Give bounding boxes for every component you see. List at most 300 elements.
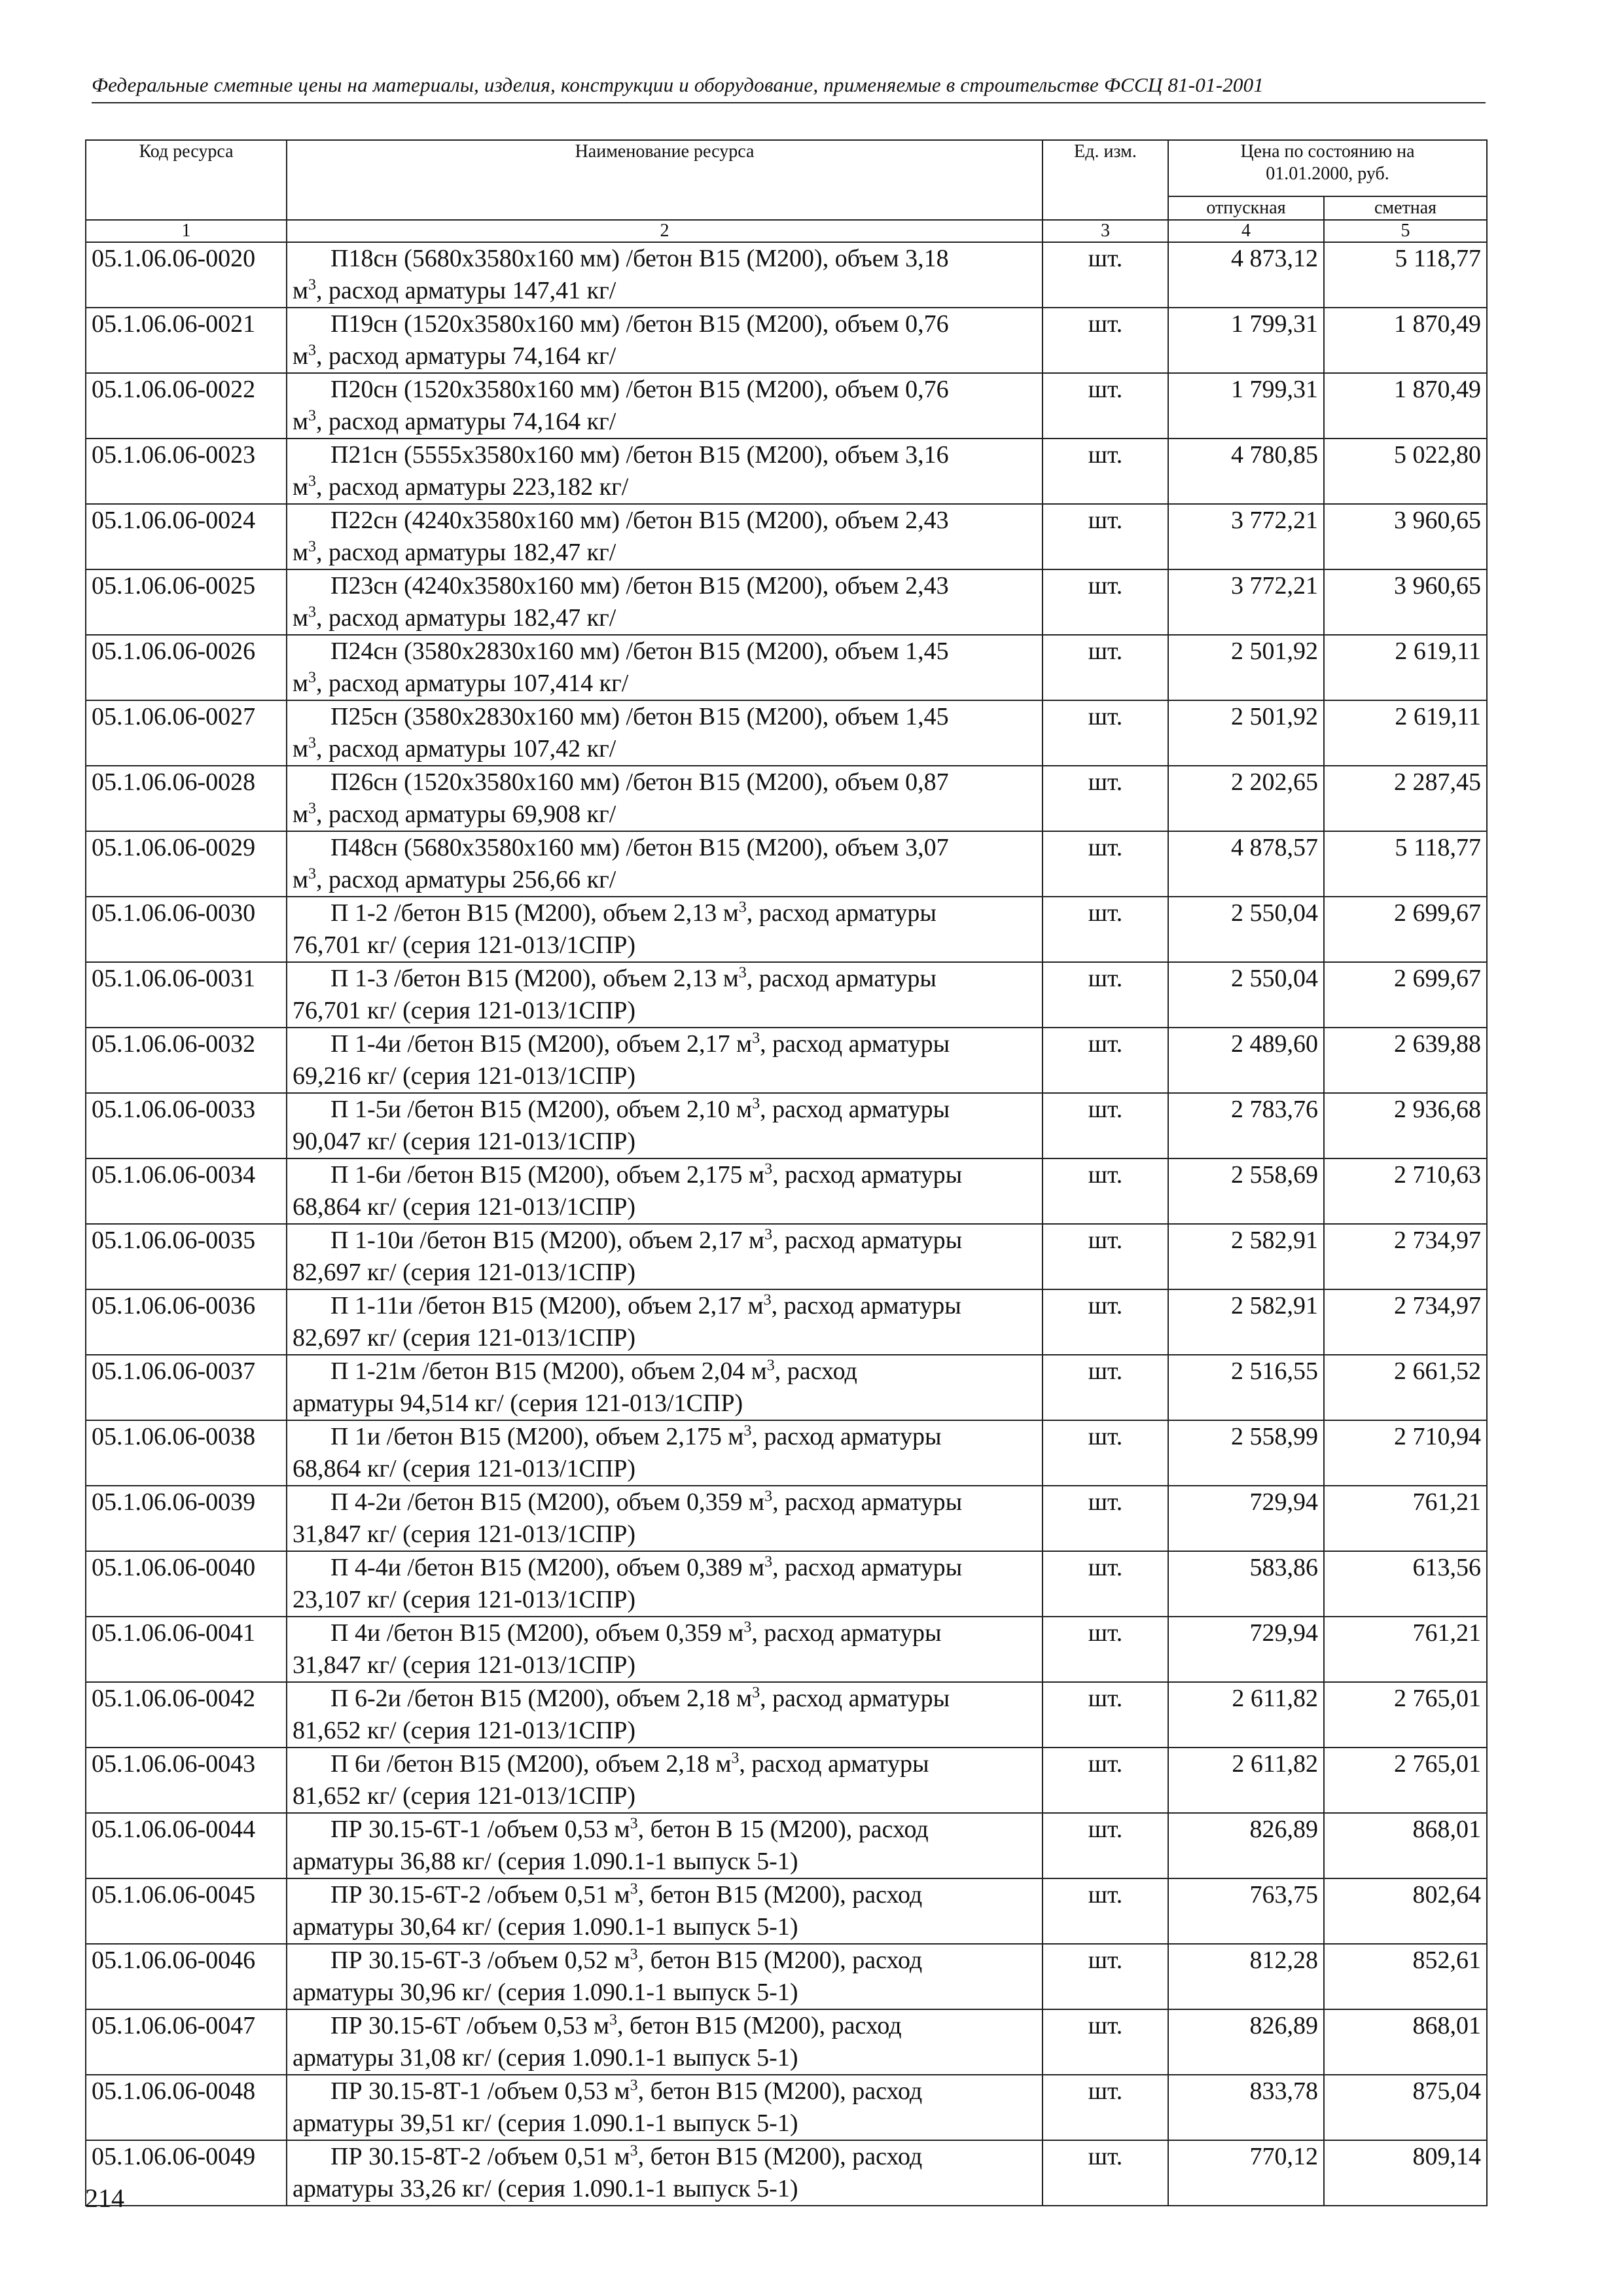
release-price: 729,94: [1168, 1486, 1324, 1551]
price-table: [85, 139, 1488, 2206]
unit-of-measure: шт.: [1043, 1944, 1168, 2009]
name-main: П 1-10и /бетон В15 (М200), объем 2,17 м: [330, 1227, 765, 1254]
estimate-price: 2 661,52: [1324, 1355, 1487, 1420]
unit-of-measure: шт.: [1043, 308, 1168, 373]
name-line-2: 81,652 кг/ (серия 121-013/1СПР): [293, 1782, 636, 1810]
name-line-1: П18сн (5680х3580х160 мм) /бетон В15 (М200), объем 3,18: [330, 245, 949, 272]
unit-of-measure: шт.: [1043, 1682, 1168, 1748]
estimate-price: 3 960,65: [1324, 569, 1487, 635]
name-line-1: [293, 2141, 1037, 2173]
name-rest: , расход арматуры 107,42 кг/: [316, 735, 616, 762]
col-header-name: Наименование ресурса: [287, 140, 1043, 220]
name-main: П 6и /бетон В15 (М200), объем 2,18 м: [330, 1750, 732, 1778]
estimate-price: 875,04: [1324, 2075, 1487, 2140]
name-main: П 1-3 /бетон В15 (М200), объем 2,13 м: [330, 965, 739, 992]
name-rest: , расход арматуры 147,41 кг/: [316, 277, 616, 304]
release-price: 2 611,82: [1168, 1748, 1324, 1813]
resource-name: [287, 1682, 1043, 1748]
name-line-2: 69,216 кг/ (серия 121-013/1СПР): [293, 1062, 636, 1090]
unit-of-measure: шт.: [1043, 1158, 1168, 1224]
estimate-price: 613,56: [1324, 1551, 1487, 1617]
name-line-1: [293, 1225, 1037, 1257]
name-unit: м: [293, 670, 309, 697]
name-line-2: [293, 602, 1037, 634]
cubic-superscript: 3: [630, 2077, 638, 2094]
resource-name: [287, 439, 1043, 504]
table-row: [86, 1944, 1487, 2009]
cubic-superscript: 3: [752, 1030, 760, 1047]
name-line-2: 81,652 кг/ (серия 121-013/1СПР): [293, 1717, 636, 1744]
release-price: 2 501,92: [1168, 700, 1324, 766]
name-tail: , бетон В15 (М200), расход: [617, 2012, 902, 2039]
name-line-1: [293, 1028, 1037, 1060]
estimate-price: 2 710,94: [1324, 1420, 1487, 1486]
estimate-price: 3 960,65: [1324, 504, 1487, 569]
resource-name: [287, 1028, 1043, 1093]
name-line-2: [293, 471, 1037, 503]
resource-name: [287, 2075, 1043, 2140]
estimate-price: 809,14: [1324, 2140, 1487, 2206]
col-header-estimate: сметная: [1324, 196, 1487, 220]
resource-code: 05.1.06.06-0039: [86, 1486, 287, 1551]
estimate-price: 852,61: [1324, 1944, 1487, 2009]
unit-of-measure: шт.: [1043, 635, 1168, 700]
resource-code: 05.1.06.06-0036: [86, 1289, 287, 1355]
resource-name: [287, 569, 1043, 635]
resource-code: 05.1.06.06-0045: [86, 1878, 287, 1944]
unit-of-measure: шт.: [1043, 1355, 1168, 1420]
name-rest: , расход арматуры 69,908 кг/: [316, 800, 616, 828]
release-price: 2 558,99: [1168, 1420, 1324, 1486]
unit-of-measure: шт.: [1043, 897, 1168, 962]
col-header-unit: Ед. изм.: [1043, 140, 1168, 220]
name-tail: , расход арматуры: [760, 1685, 950, 1712]
resource-name: [287, 1289, 1043, 1355]
resource-code: 05.1.06.06-0022: [86, 373, 287, 439]
cubic-superscript: 3: [630, 1815, 638, 1833]
estimate-price: 2 734,97: [1324, 1224, 1487, 1289]
name-unit: м: [293, 604, 309, 632]
estimate-price: 2 287,45: [1324, 766, 1487, 831]
unit-of-measure: шт.: [1043, 1813, 1168, 1878]
column-number-row: [86, 220, 1487, 242]
resource-code: 05.1.06.06-0035: [86, 1224, 287, 1289]
resource-code: 05.1.06.06-0021: [86, 308, 287, 373]
release-price: 2 489,60: [1168, 1028, 1324, 1093]
name-unit: м: [293, 800, 309, 828]
estimate-price: 5 118,77: [1324, 242, 1487, 308]
name-line-1: П22сн (4240х3580х160 мм) /бетон В15 (М200), объем 2,43: [330, 507, 949, 534]
resource-code: 05.1.06.06-0025: [86, 569, 287, 635]
resource-code: 05.1.06.06-0043: [86, 1748, 287, 1813]
resource-name: [287, 1551, 1043, 1617]
cubic-superscript: 3: [738, 899, 747, 916]
table-row: [86, 766, 1487, 831]
name-line-1: П19сн (1520х3580х160 мм) /бетон В15 (М200), объем 0,76: [330, 310, 949, 338]
resource-code: 05.1.06.06-0029: [86, 831, 287, 897]
unit-of-measure: шт.: [1043, 504, 1168, 569]
cubic-superscript: 3: [308, 538, 317, 556]
cubic-superscript: 3: [766, 1357, 775, 1374]
name-line-2: 90,047 кг/ (серия 121-013/1СПР): [293, 1128, 636, 1155]
estimate-price: 5 118,77: [1324, 831, 1487, 897]
resource-name: [287, 242, 1043, 308]
table-row: [86, 1093, 1487, 1158]
cubic-superscript: 3: [630, 1880, 638, 1898]
release-price: 763,75: [1168, 1878, 1324, 1944]
name-main: ПР 30.15-8Т-1 /объем 0,53 м: [330, 2077, 630, 2105]
name-line-2: 31,847 кг/ (серия 121-013/1СПР): [293, 1520, 636, 1548]
name-tail: , расход арматуры: [751, 1423, 942, 1450]
name-main: П 4-2и /бетон В15 (М200), объем 0,359 м: [330, 1488, 765, 1516]
name-line-2: арматуры 33,26 кг/ (серия 1.090.1-1 выпуск 5-1): [293, 2175, 798, 2202]
estimate-price: 2 765,01: [1324, 1682, 1487, 1748]
name-line-1: [293, 963, 1037, 995]
name-tail: , расход арматуры: [751, 1619, 942, 1647]
estimate-price: 5 022,80: [1324, 439, 1487, 504]
unit-of-measure: шт.: [1043, 1289, 1168, 1355]
table-row: [86, 897, 1487, 962]
name-unit: м: [293, 735, 309, 762]
resource-name: [287, 373, 1043, 439]
name-line-2: [293, 864, 1037, 896]
estimate-price: 2 765,01: [1324, 1748, 1487, 1813]
release-price: 2 550,04: [1168, 962, 1324, 1028]
name-line-2: 68,864 кг/ (серия 121-013/1СПР): [293, 1193, 636, 1221]
release-price: 2 783,76: [1168, 1093, 1324, 1158]
name-rest: , расход арматуры 107,414 кг/: [316, 670, 629, 697]
name-line-1: [293, 897, 1037, 929]
release-price: 3 772,21: [1168, 569, 1324, 635]
name-line-2: [293, 406, 1037, 438]
table-row: [86, 2140, 1487, 2206]
resource-name: [287, 1486, 1043, 1551]
resource-code: 05.1.06.06-0023: [86, 439, 287, 504]
release-price: 812,28: [1168, 1944, 1324, 2009]
estimate-price: 2 710,63: [1324, 1158, 1487, 1224]
release-price: 2 501,92: [1168, 635, 1324, 700]
unit-of-measure: шт.: [1043, 1093, 1168, 1158]
estimate-price: 2 639,88: [1324, 1028, 1487, 1093]
table-row: [86, 2009, 1487, 2075]
name-line-1: П48сн (5680х3580х160 мм) /бетон В15 (М200), объем 3,07: [330, 834, 949, 861]
name-tail: , расход арматуры: [771, 1292, 961, 1319]
release-price: 2 558,69: [1168, 1158, 1324, 1224]
name-line-1: [293, 1683, 1037, 1715]
release-price: 4 878,57: [1168, 831, 1324, 897]
name-line-1: [293, 1421, 1037, 1453]
cubic-superscript: 3: [764, 1160, 773, 1178]
resource-name: [287, 766, 1043, 831]
col-header-code: Код ресурса: [86, 140, 287, 220]
name-line-1: [293, 1748, 1037, 1780]
name-rest: , расход арматуры 74,164 кг/: [316, 408, 616, 435]
name-line-2: [293, 668, 1037, 700]
table-row: [86, 700, 1487, 766]
resource-code: 05.1.06.06-0046: [86, 1944, 287, 2009]
name-main: П 1-2 /бетон В15 (М200), объем 2,13 м: [330, 899, 739, 927]
resource-code: 05.1.06.06-0034: [86, 1158, 287, 1224]
name-rest: , расход арматуры 182,47 кг/: [316, 539, 616, 566]
release-price: 1 799,31: [1168, 373, 1324, 439]
estimate-price: 761,21: [1324, 1486, 1487, 1551]
table-row: [86, 1878, 1487, 1944]
cubic-superscript: 3: [609, 2011, 617, 2029]
name-line-1: [293, 1617, 1037, 1649]
name-main: П 1-5и /бетон В15 (М200), объем 2,10 м: [330, 1096, 753, 1123]
cubic-superscript: 3: [752, 1095, 760, 1113]
estimate-price: 868,01: [1324, 1813, 1487, 1878]
resource-name: [287, 962, 1043, 1028]
table-row: [86, 1158, 1487, 1224]
name-rest: , расход арматуры 256,66 кг/: [316, 866, 616, 893]
resource-code: 05.1.06.06-0027: [86, 700, 287, 766]
name-main: П 1-11и /бетон В15 (М200), объем 2,17 м: [330, 1292, 764, 1319]
resource-name: [287, 504, 1043, 569]
release-price: 826,89: [1168, 1813, 1324, 1878]
name-line-1: [293, 1486, 1037, 1518]
table-row: [86, 308, 1487, 373]
name-tail: , расход арматуры: [772, 1161, 963, 1189]
resource-name: [287, 1944, 1043, 2009]
name-main: ПР 30.15-6Т-1 /объем 0,53 м: [330, 1816, 630, 1843]
cubic-superscript: 3: [308, 342, 317, 359]
name-line-1: [293, 1159, 1037, 1191]
resource-code: 05.1.06.06-0038: [86, 1420, 287, 1486]
release-price: 729,94: [1168, 1617, 1324, 1682]
name-tail: , расход: [774, 1357, 857, 1385]
cubic-superscript: 3: [630, 1946, 638, 1964]
col-header-price-line2: 01.01.2000, руб.: [1266, 164, 1389, 184]
name-line-2: [293, 275, 1037, 307]
name-line-2: 76,701 кг/ (серия 121-013/1СПР): [293, 931, 636, 959]
cubic-superscript: 3: [308, 276, 317, 294]
release-price: 2 611,82: [1168, 1682, 1324, 1748]
resource-name: [287, 1813, 1043, 1878]
estimate-price: 2 619,11: [1324, 635, 1487, 700]
estimate-price: 2 699,67: [1324, 962, 1487, 1028]
name-unit: м: [293, 277, 309, 304]
table-row: [86, 1028, 1487, 1093]
name-tail: , расход арматуры: [772, 1488, 963, 1516]
col-header-release: отпускная: [1168, 196, 1324, 220]
resource-name: [287, 700, 1043, 766]
name-line-2: 68,864 кг/ (серия 121-013/1СПР): [293, 1455, 636, 1482]
cubic-superscript: 3: [308, 603, 317, 621]
name-main: П 6-2и /бетон В15 (М200), объем 2,18 м: [330, 1685, 753, 1712]
cubic-superscript: 3: [743, 1619, 752, 1636]
name-rest: , расход арматуры 74,164 кг/: [316, 342, 616, 370]
cubic-superscript: 3: [308, 800, 317, 817]
name-tail: , расход арматуры: [746, 899, 936, 927]
unit-of-measure: шт.: [1043, 766, 1168, 831]
resource-code: 05.1.06.06-0031: [86, 962, 287, 1028]
release-price: 2 582,91: [1168, 1289, 1324, 1355]
unit-of-measure: шт.: [1043, 373, 1168, 439]
name-line-1: [293, 1290, 1037, 1322]
name-line-2: арматуры 30,64 кг/ (серия 1.090.1-1 выпуск 5-1): [293, 1913, 798, 1941]
resource-code: 05.1.06.06-0047: [86, 2009, 287, 2075]
resource-code: 05.1.06.06-0033: [86, 1093, 287, 1158]
estimate-price: 2 699,67: [1324, 897, 1487, 962]
name-line-2: 31,847 кг/ (серия 121-013/1СПР): [293, 1651, 636, 1679]
name-main: П 1и /бетон В15 (М200), объем 2,175 м: [330, 1423, 744, 1450]
name-main: П 4-4и /бетон В15 (М200), объем 0,389 м: [330, 1554, 765, 1581]
table-row: [86, 242, 1487, 308]
release-price: 2 516,55: [1168, 1355, 1324, 1420]
resource-code: 05.1.06.06-0040: [86, 1551, 287, 1617]
cubic-superscript: 3: [308, 669, 317, 687]
name-line-2: [293, 340, 1037, 372]
cubic-superscript: 3: [308, 865, 317, 883]
resource-name: [287, 1158, 1043, 1224]
unit-of-measure: шт.: [1043, 2075, 1168, 2140]
name-line-2: 23,107 кг/ (серия 121-013/1СПР): [293, 1586, 636, 1613]
name-unit: м: [293, 342, 309, 370]
unit-of-measure: шт.: [1043, 962, 1168, 1028]
name-rest: , расход арматуры 182,47 кг/: [316, 604, 616, 632]
unit-of-measure: шт.: [1043, 1617, 1168, 1682]
unit-of-measure: шт.: [1043, 700, 1168, 766]
resource-name: [287, 1617, 1043, 1682]
name-main: П 1-21м /бетон В15 (М200), объем 2,04 м: [330, 1357, 767, 1385]
unit-of-measure: шт.: [1043, 2140, 1168, 2206]
cubic-superscript: 3: [763, 1291, 772, 1309]
name-unit: м: [293, 539, 309, 566]
name-line-1: [293, 2010, 1037, 2042]
table-row: [86, 1224, 1487, 1289]
col-number: 3: [1043, 220, 1168, 242]
name-line-1: П20сн (1520х3580х160 мм) /бетон В15 (М200), объем 0,76: [330, 376, 949, 403]
name-tail: , расход арматуры: [760, 1096, 950, 1123]
name-main: П 4и /бетон В15 (М200), объем 0,359 м: [330, 1619, 744, 1647]
col-number: 2: [287, 220, 1043, 242]
estimate-price: 2 734,97: [1324, 1289, 1487, 1355]
release-price: 2 550,04: [1168, 897, 1324, 962]
resource-code: 05.1.06.06-0028: [86, 766, 287, 831]
resource-name: [287, 2009, 1043, 2075]
estimate-price: 2 936,68: [1324, 1093, 1487, 1158]
unit-of-measure: шт.: [1043, 1748, 1168, 1813]
resource-code: 05.1.06.06-0026: [86, 635, 287, 700]
cubic-superscript: 3: [764, 1553, 773, 1571]
name-line-1: П21сн (5555х3580х160 мм) /бетон В15 (М200), объем 3,16: [330, 441, 949, 469]
name-line-1: П25сн (3580х2830х160 мм) /бетон В15 (М200), объем 1,45: [330, 703, 949, 730]
name-main: ПР 30.15-6Т /объем 0,53 м: [330, 2012, 609, 2039]
name-line-1: [293, 1814, 1037, 1846]
table-row: [86, 1420, 1487, 1486]
cubic-superscript: 3: [738, 964, 747, 982]
name-tail: , бетон В15 (М200), расход: [637, 1881, 923, 1909]
name-unit: м: [293, 408, 309, 435]
name-main: ПР 30.15-8Т-2 /объем 0,51 м: [330, 2143, 630, 2170]
name-line-1: [293, 2075, 1037, 2108]
resource-name: [287, 1420, 1043, 1486]
unit-of-measure: шт.: [1043, 569, 1168, 635]
name-line-1: [293, 1879, 1037, 1911]
resource-name: [287, 897, 1043, 962]
release-price: 833,78: [1168, 2075, 1324, 2140]
release-price: 4 780,85: [1168, 439, 1324, 504]
unit-of-measure: шт.: [1043, 1551, 1168, 1617]
running-header: Федеральные сметные цены на материалы, изделия, конструкции и оборудование, применяемые в строительстве ФССЦ 81-01-2001: [92, 73, 1486, 103]
cubic-superscript: 3: [630, 2142, 638, 2160]
estimate-price: 1 870,49: [1324, 373, 1487, 439]
resource-code: 05.1.06.06-0048: [86, 2075, 287, 2140]
col-number: 4: [1168, 220, 1324, 242]
release-price: 583,86: [1168, 1551, 1324, 1617]
unit-of-measure: шт.: [1043, 1028, 1168, 1093]
table-row: [86, 635, 1487, 700]
col-header-price: [1168, 140, 1487, 196]
unit-of-measure: шт.: [1043, 831, 1168, 897]
release-price: 4 873,12: [1168, 242, 1324, 308]
page-number: 214: [85, 2183, 124, 2213]
table-row: [86, 1355, 1487, 1420]
name-line-2: 82,697 кг/ (серия 121-013/1СПР): [293, 1259, 636, 1286]
estimate-price: 2 619,11: [1324, 700, 1487, 766]
name-main: ПР 30.15-6Т-3 /объем 0,52 м: [330, 1946, 630, 1974]
name-tail: , расход арматуры: [772, 1554, 963, 1581]
table-row: [86, 1551, 1487, 1617]
cubic-superscript: 3: [308, 734, 317, 752]
resource-name: [287, 635, 1043, 700]
name-line-1: П26сн (1520х3580х160 мм) /бетон В15 (М200), объем 0,87: [330, 768, 949, 796]
table-row: [86, 1748, 1487, 1813]
name-line-1: [293, 1552, 1037, 1584]
cubic-superscript: 3: [764, 1488, 773, 1505]
resource-code: 05.1.06.06-0024: [86, 504, 287, 569]
resource-name: [287, 2140, 1043, 2206]
resource-name: [287, 831, 1043, 897]
cubic-superscript: 3: [308, 473, 317, 490]
cubic-superscript: 3: [731, 1749, 740, 1767]
resource-code: 05.1.06.06-0044: [86, 1813, 287, 1878]
name-tail: , расход арматуры: [772, 1227, 963, 1254]
name-line-1: [293, 1355, 1037, 1388]
release-price: 2 202,65: [1168, 766, 1324, 831]
name-line-2: [293, 798, 1037, 831]
estimate-price: 802,64: [1324, 1878, 1487, 1944]
name-line-2: 76,701 кг/ (серия 121-013/1СПР): [293, 997, 636, 1024]
estimate-price: 1 870,49: [1324, 308, 1487, 373]
unit-of-measure: шт.: [1043, 439, 1168, 504]
table-row: [86, 831, 1487, 897]
resource-name: [287, 1878, 1043, 1944]
estimate-price: 761,21: [1324, 1617, 1487, 1682]
table-row: [86, 1813, 1487, 1878]
release-price: 3 772,21: [1168, 504, 1324, 569]
name-unit: м: [293, 866, 309, 893]
unit-of-measure: шт.: [1043, 1486, 1168, 1551]
cubic-superscript: 3: [308, 407, 317, 425]
name-tail: , расход арматуры: [739, 1750, 929, 1778]
table-row: [86, 1682, 1487, 1748]
name-line-2: [293, 733, 1037, 765]
resource-name: [287, 1224, 1043, 1289]
cubic-superscript: 3: [764, 1226, 773, 1244]
name-line-1: П23сн (4240х3580х160 мм) /бетон В15 (М200), объем 2,43: [330, 572, 949, 600]
unit-of-measure: шт.: [1043, 1224, 1168, 1289]
table-row: [86, 1289, 1487, 1355]
resource-name: [287, 308, 1043, 373]
col-number: 5: [1324, 220, 1487, 242]
name-tail: , бетон В 15 (М200), расход: [637, 1816, 929, 1843]
resource-code: 05.1.06.06-0020: [86, 242, 287, 308]
unit-of-measure: шт.: [1043, 242, 1168, 308]
name-line-2: арматуры 31,08 кг/ (серия 1.090.1-1 выпуск 5-1): [293, 2044, 798, 2072]
table-row: [86, 373, 1487, 439]
